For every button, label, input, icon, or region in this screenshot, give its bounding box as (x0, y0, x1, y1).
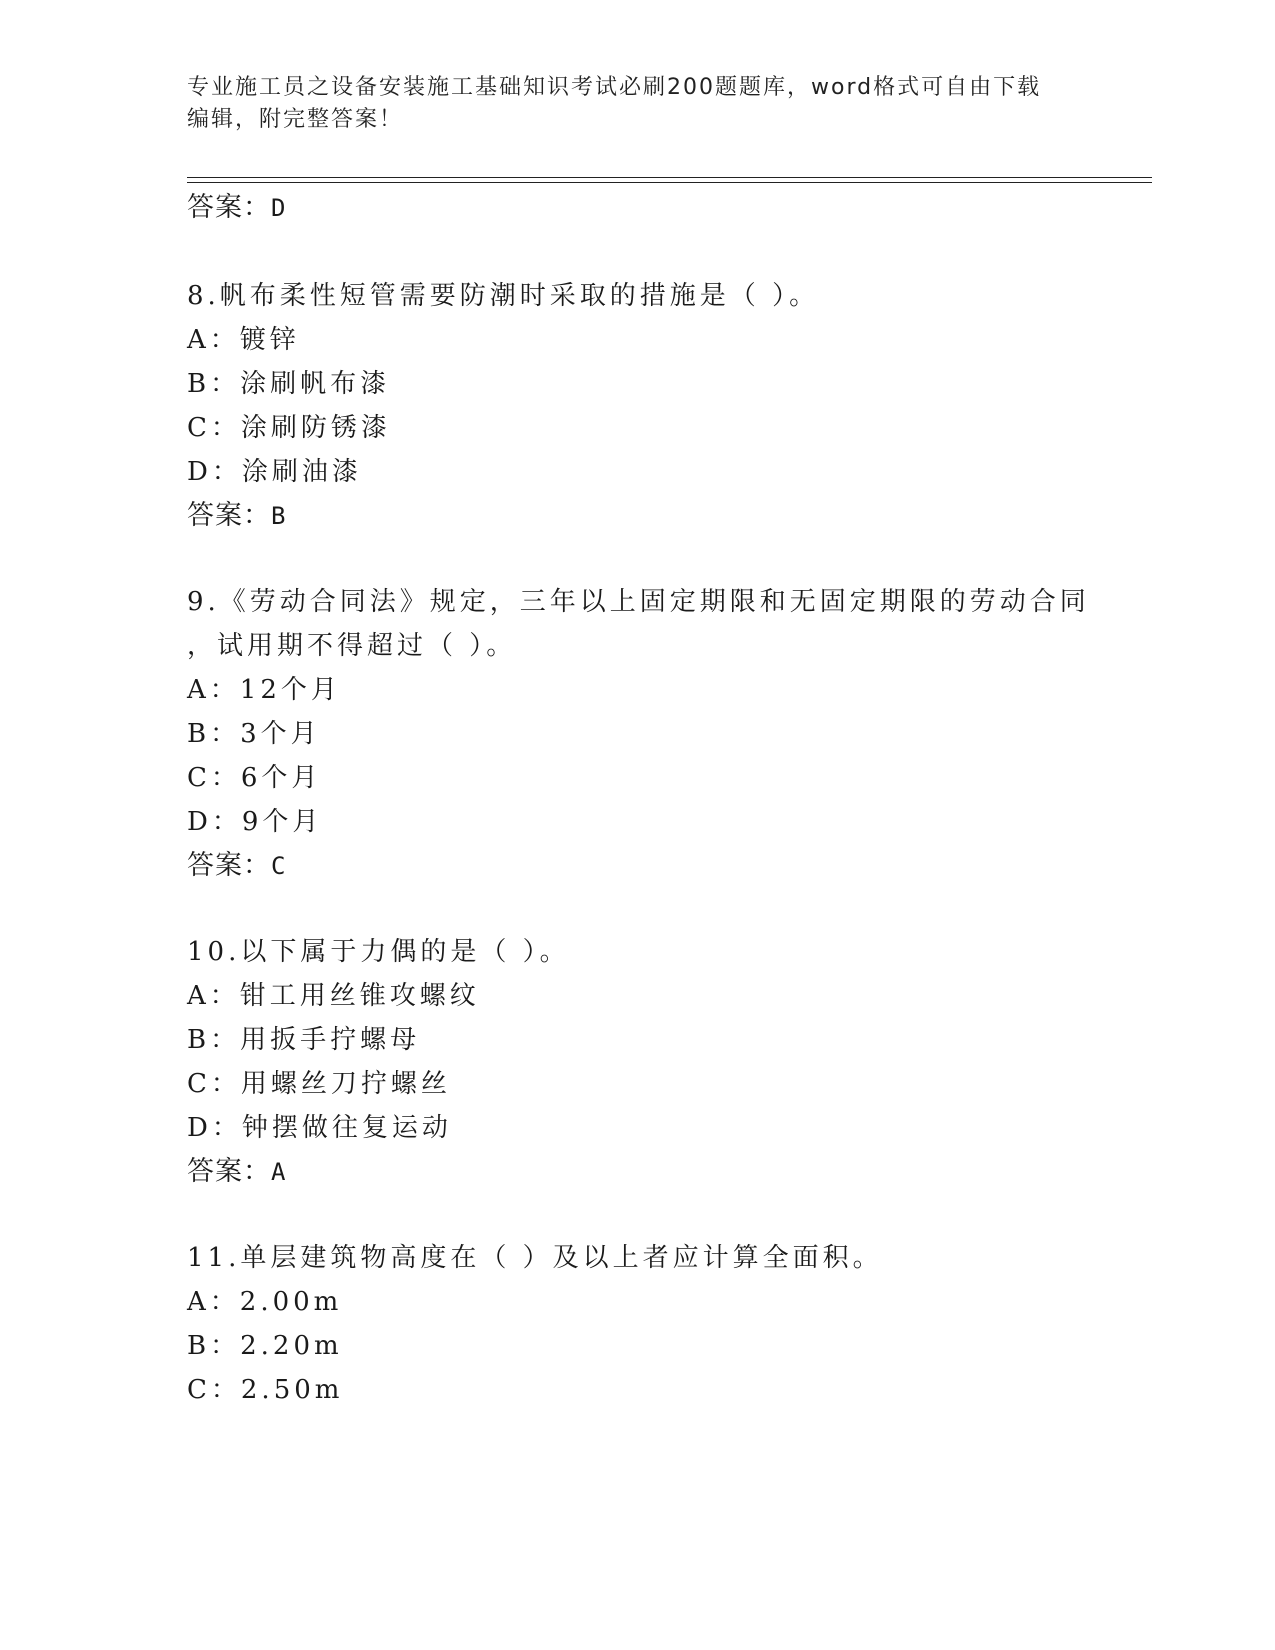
answer-value: C (271, 852, 287, 880)
header-divider-top (187, 177, 1152, 178)
question-8-option-b: B：涂刷帆布漆 (187, 369, 391, 399)
question-9-option-d: D：9个月 (187, 807, 323, 837)
question-11-option-c: C：2.50m (187, 1375, 344, 1405)
question-11-option-a: A：2.00m (187, 1287, 343, 1317)
question-9-option-c: C：6个月 (187, 763, 322, 793)
question-9-option-a: A：12个月 (187, 675, 341, 705)
question-8-answer (187, 498, 286, 534)
question-9-option-b: B：3个月 (187, 719, 321, 749)
question-8-stem: 8.帆布柔性短管需要防潮时采取的措施是（ ）。 (187, 281, 820, 311)
question-10-option-d: D：钟摆做往复运动 (187, 1113, 452, 1143)
answer-label: 答案： (187, 850, 271, 881)
answer-line-prev (187, 190, 286, 226)
document-header (187, 72, 1087, 136)
header-line-1: 专业施工员之设备安装施工基础知识考试必刷200题题库，word格式可自由下载 (187, 75, 1042, 100)
question-9-answer (187, 848, 286, 884)
question-11-option-b: B：2.20m (187, 1331, 343, 1361)
answer-label: 答案： (187, 192, 271, 223)
question-8-option-c: C：涂刷防锈漆 (187, 413, 391, 443)
question-10-option-a: A：钳工用丝锥攻螺纹 (187, 981, 480, 1011)
question-11-stem: 11.单层建筑物高度在（ ）及以上者应计算全面积。 (187, 1243, 883, 1273)
question-10-stem: 10.以下属于力偶的是（ ）。 (187, 937, 570, 967)
answer-value: D (271, 194, 287, 222)
question-10-option-c: C：用螺丝刀拧螺丝 (187, 1069, 451, 1099)
answer-label: 答案： (187, 500, 271, 531)
answer-value: A (271, 1158, 287, 1186)
header-line-2: 编辑，附完整答案！ (187, 107, 404, 132)
question-10-answer (187, 1154, 286, 1190)
question-9-stem-continued: ，试用期不得超过（ ）。 (187, 631, 517, 661)
question-9-stem: 9.《劳动合同法》规定，三年以上固定期限和无固定期限的劳动合同 (187, 587, 1090, 617)
answer-label: 答案： (187, 1156, 271, 1187)
question-8-option-d: D：涂刷油漆 (187, 457, 362, 487)
question-10-option-b: B：用扳手拧螺母 (187, 1025, 421, 1055)
header-divider-bottom (187, 182, 1152, 183)
answer-value: B (271, 502, 287, 530)
question-8-option-a: A：镀锌 (187, 325, 300, 355)
